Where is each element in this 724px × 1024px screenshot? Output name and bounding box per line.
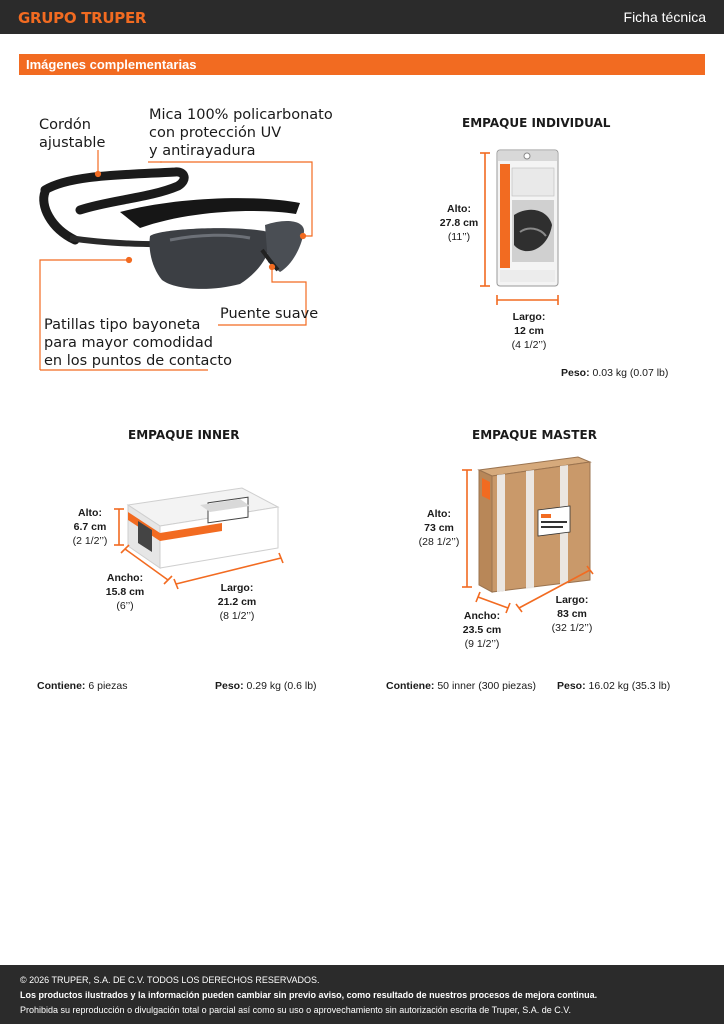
individual-package-image bbox=[497, 150, 558, 286]
footer bbox=[0, 965, 724, 1024]
master-contents: Contiene: 50 inner (300 piezas) bbox=[386, 680, 536, 692]
document-type-label: Ficha técnica bbox=[623, 9, 706, 25]
section-title: Imágenes complementarias bbox=[26, 57, 197, 72]
callout-soft-bridge: Puente suave bbox=[220, 306, 319, 322]
inner-contents: Contiene: 6 piezas bbox=[37, 680, 128, 692]
master-width-label: Ancho: 23.5 cm (9 1/2’’) bbox=[462, 610, 502, 650]
inner-box-image bbox=[128, 488, 278, 568]
callout-adjustable-cord: Cordón ajustable bbox=[39, 117, 106, 151]
master-height-label: Alto: 73 cm (28 1/2’’) bbox=[418, 508, 460, 548]
individual-package-title: EMPAQUE INDIVIDUAL bbox=[462, 116, 611, 130]
inner-width-label: Ancho: 15.8 cm (6’’) bbox=[105, 572, 145, 612]
header-bar bbox=[0, 0, 724, 34]
brand-logo: GRUPO TRUPER bbox=[18, 9, 147, 27]
master-box-image bbox=[479, 457, 590, 592]
master-weight: Peso: 16.02 kg (35.3 lb) bbox=[557, 680, 671, 692]
individual-height-label: Alto: 27.8 cm (11’’) bbox=[439, 203, 479, 243]
individual-length-label: Largo: 12 cm (4 1/2’’) bbox=[511, 311, 547, 351]
inner-height-label: Alto: 6.7 cm (2 1/2’’) bbox=[72, 507, 108, 547]
footer-legal-notice: Prohibida su reproducción o divulgación total o parcial así como su uso o aprovechamiento sin autorización escrita de Truper, S.A. de C.V. bbox=[20, 1005, 571, 1015]
inner-weight: Peso: 0.29 kg (0.6 lb) bbox=[215, 680, 317, 692]
master-length-label: Largo: 83 cm (32 1/2’’) bbox=[551, 594, 593, 634]
individual-weight: Peso: 0.03 kg (0.07 lb) bbox=[561, 367, 669, 379]
section-header bbox=[19, 54, 705, 75]
callout-polycarbonate-lens: Mica 100% policarbonato con protección UV y antirayadura bbox=[149, 107, 333, 159]
callout-bayonet-temples: Patillas tipo bayoneta para mayor comodidad en los puntos de contacto bbox=[44, 317, 232, 369]
footer-disclaimer: Los productos ilustrados y la información pueden cambiar sin previo aviso, como resultado de nuestros procesos de mejora continua. bbox=[20, 990, 598, 1000]
footer-copyright: © 2026 TRUPER, S.A. DE C.V. TODOS LOS DERECHOS RESERVADOS. bbox=[20, 975, 320, 985]
master-package-title: EMPAQUE MASTER bbox=[472, 428, 597, 442]
inner-length-label: Largo: 21.2 cm (8 1/2’’) bbox=[217, 582, 257, 622]
safety-glasses-image bbox=[44, 172, 304, 289]
inner-package-title: EMPAQUE INNER bbox=[128, 428, 240, 442]
